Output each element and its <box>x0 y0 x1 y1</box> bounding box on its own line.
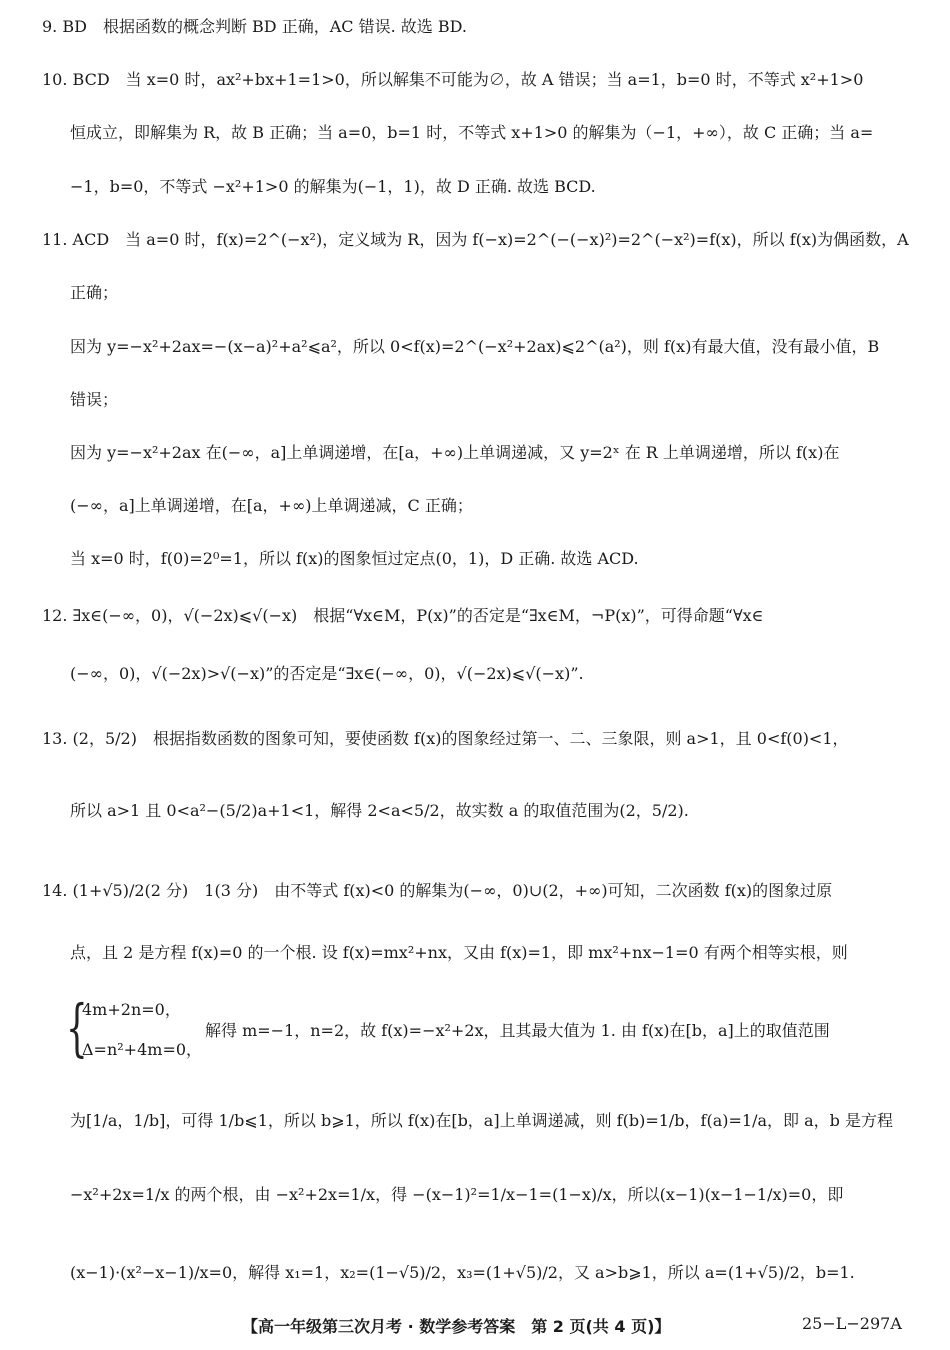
answer-10-line2: 恒成立，即解集为 R，故 B 正确；当 a=0，b=1 时，不等式 x+1>0 的解集为（−1，+∞），故 C 正确；当 a= <box>70 123 874 142</box>
system-equation-2: Δ=n²+4m=0， <box>82 1040 203 1059</box>
answer-9: 9. BD 根据函数的概念判断 BD 正确，AC 错误. 故选 BD. <box>42 17 467 36</box>
page-footer: 【高一年级第三次月考 · 数学参考答案 第 2 页(共 4 页)】 <box>242 1317 671 1336</box>
answer-11-line3: 因为 y=−x²+2ax=−(x−a)²+a²⩽a²，所以 0<f(x)=2^(−x²+2ax)⩽2^(a²)，则 f(x)有最大值，没有最小值，B <box>70 337 880 356</box>
answer-12-line2: (−∞，0)，√(−2x)>√(−x)”的否定是“∃x∈(−∞，0)，√(−2x)⩽√(−x)”. <box>70 664 584 683</box>
answer-14-line2: 点，且 2 是方程 f(x)=0 的一个根. 设 f(x)=mx²+nx，又由 f(x)=1，即 mx²+nx−1=0 有两个相等实根，则 <box>70 943 848 962</box>
answer-11-line5: 因为 y=−x²+2ax 在(−∞，a]上单调递增，在[a，+∞)上单调递减，又 y=2ˣ 在 R 上单调递增，所以 f(x)在 <box>70 443 840 462</box>
answer-13-line2: 所以 a>1 且 0<a²−(5/2)a+1<1，解得 2<a<5/2，故实数 a 的取值范围为(2，5/2). <box>70 801 689 820</box>
answer-14-line4: 为[1/a，1/b]，可得 1/b⩽1，所以 b⩾1，所以 f(x)在[b，a]上单调递减，则 f(b)=1/b，f(a)=1/a，即 a，b 是方程 <box>70 1111 893 1130</box>
answer-12-line1: 12. ∃x∈(−∞，0)，√(−2x)⩽√(−x) 根据“∀x∈M，P(x)”的否定是“∃x∈M，¬P(x)”，可得命题“∀x∈ <box>42 606 764 625</box>
equation-system <box>66 993 206 1067</box>
document-code: 25−L−297A <box>802 1314 902 1333</box>
answer-14-line3: 解得 m=−1，n=2，故 f(x)=−x²+2x，且其最大值为 1. 由 f(x)在[b，a]上的取值范围 <box>205 1021 830 1040</box>
answer-14-line1: 14. (1+√5)/2(2 分) 1(3 分) 由不等式 f(x)<0 的解集为(−∞，0)∪(2，+∞)可知，二次函数 f(x)的图象过原 <box>42 881 833 900</box>
answer-14-line5: −x²+2x=1/x 的两个根，由 −x²+2x=1/x，得 −(x−1)²=1/x−1=(1−x)/x，所以(x−1)(x−1−1/x)=0，即 <box>70 1185 844 1204</box>
answer-11-line1: 11. ACD 当 a=0 时，f(x)=2^(−x²)，定义域为 R，因为 f(−x)=2^(−(−x)²)=2^(−x²)=f(x)，所以 f(x)为偶函数，A <box>42 230 909 249</box>
answer-11-line2: 正确； <box>70 283 119 302</box>
answer-11-line6: (−∞，a]上单调递增，在[a，+∞)上单调递减，C 正确； <box>70 496 473 515</box>
answer-13-line1: 13. (2，5/2) 根据指数函数的图象可知，要使函数 f(x)的图象经过第一、二、三象限，则 a>1，且 0<f(0)<1， <box>42 729 849 748</box>
answer-11-line7: 当 x=0 时，f(0)=2⁰=1，所以 f(x)的图象恒过定点(0，1)，D 正确. 故选 ACD. <box>70 549 639 568</box>
answer-10-line3: −1，b=0，不等式 −x²+1>0 的解集为(−1，1)，故 D 正确. 故选 BCD. <box>70 177 596 196</box>
answer-14-line6: (x−1)·(x²−x−1)/x=0，解得 x₁=1，x₂=(1−√5)/2，x₃=(1+√5)/2，又 a>b⩾1，所以 a=(1+√5)/2，b=1. <box>70 1263 855 1282</box>
answer-11-line4: 错误； <box>70 390 119 409</box>
answer-10-line1: 10. BCD 当 x=0 时，ax²+bx+1=1>0，所以解集不可能为∅，故 A 错误；当 a=1，b=0 时，不等式 x²+1>0 <box>42 70 864 89</box>
left-brace-icon: { <box>66 991 88 1064</box>
system-equation-1: 4m+2n=0， <box>82 1000 181 1019</box>
